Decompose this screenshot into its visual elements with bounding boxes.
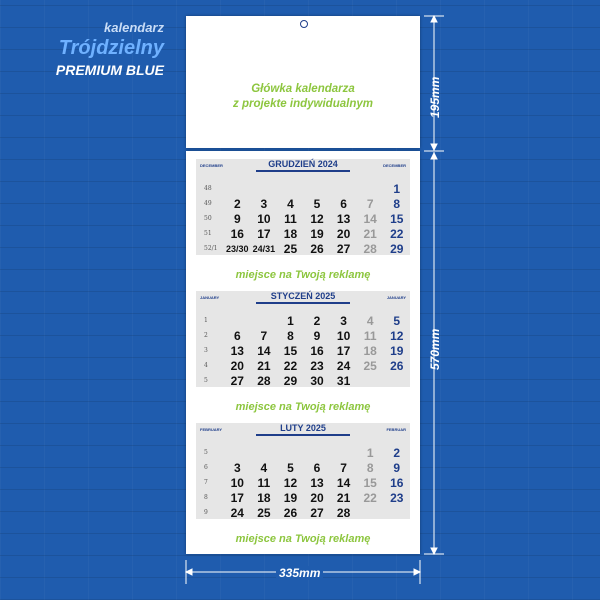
day-cell: 28	[257, 373, 271, 388]
month-name-right: FEBRUAR	[386, 427, 406, 432]
day-cell: 10	[257, 211, 271, 226]
day-cell: 18	[363, 343, 377, 358]
day-cell: 20	[230, 358, 244, 373]
day-cell: 26	[390, 358, 404, 373]
day-cell: 13	[310, 475, 324, 490]
day-cell: 30	[310, 373, 324, 388]
day-cell: 1	[393, 181, 401, 196]
day-cell: 16	[390, 475, 404, 490]
ad-space-text: miejsce na Twoją reklamę	[235, 269, 371, 281]
day-cell: 4	[260, 460, 268, 475]
day-cell: 14	[257, 343, 271, 358]
day-cell: 9	[313, 328, 321, 343]
day-cell: 6	[340, 196, 347, 211]
width-label: 335mm	[276, 566, 323, 580]
day-cell: 3	[260, 196, 268, 211]
day-cell: 16	[230, 226, 244, 241]
day-cell: 13	[230, 343, 244, 358]
day-cell: 28	[336, 505, 351, 520]
day-cell: 14	[363, 211, 377, 226]
header-text-line-1: Główka kalendarza	[251, 83, 355, 95]
day-cell: 5	[393, 313, 401, 328]
day-cell: 9	[393, 460, 401, 475]
day-cell: 18	[257, 490, 271, 505]
day-cell: 21	[257, 358, 271, 373]
day-cell: 24	[336, 358, 351, 373]
month-name-left: FEBRUARY	[200, 427, 223, 432]
month-title: STYCZEŃ 2025	[256, 291, 350, 304]
day-cell: 26	[310, 241, 324, 256]
day-cell: 7	[340, 460, 347, 475]
day-cell: 27	[230, 373, 244, 388]
day-cell: 29	[283, 373, 298, 388]
day-cell: 2	[393, 445, 401, 460]
day-cell: 4	[366, 313, 374, 328]
day-cell: 21	[363, 226, 377, 241]
day-cell: 25	[257, 505, 271, 520]
body-height-label: 570mm	[428, 328, 442, 370]
week-number: 9	[204, 509, 208, 516]
day-cell: 10	[336, 328, 351, 343]
header-height-label: 195mm	[428, 76, 442, 118]
day-cell: 21	[336, 490, 351, 505]
day-cell: 1	[366, 445, 374, 460]
day-cell: 19	[283, 490, 298, 505]
header-text-line-2: z projekte indywidualnym	[233, 98, 373, 110]
day-cell: 11	[363, 328, 377, 343]
day-cell: 23	[310, 358, 324, 373]
month-title: LUTY 2025	[256, 423, 350, 436]
ad-space-text: miejsce na Twoją reklamę	[235, 533, 371, 545]
day-cell: 22	[390, 226, 404, 241]
day-cell: 20	[336, 226, 351, 241]
week-number: 51	[204, 230, 212, 237]
day-cell: 18	[283, 226, 298, 241]
day-cell: 12	[283, 475, 298, 490]
day-cell: 8	[393, 196, 401, 211]
week-number: 8	[204, 494, 208, 501]
day-cell: 3	[233, 460, 241, 475]
day-cell: 15	[283, 343, 298, 358]
day-cell: 11	[257, 475, 271, 490]
day-cell: 17	[257, 226, 271, 241]
week-number: 48	[204, 185, 212, 192]
day-cell: 19	[390, 343, 404, 358]
week-number: 6	[204, 464, 208, 471]
brand-line-2: Trójdzielny	[58, 37, 164, 59]
day-cell: 23	[390, 490, 404, 505]
day-cell: 9	[233, 211, 241, 226]
week-number: 2	[204, 332, 208, 339]
day-cell: 15	[363, 475, 377, 490]
brand-line-3: PREMIUM BLUE	[55, 62, 164, 78]
day-cell: 7	[260, 328, 268, 343]
day-cell: 17	[336, 343, 351, 358]
week-number: 52/1	[204, 245, 218, 252]
month-name-left: DECEMBER	[200, 163, 223, 168]
day-cell: 13	[336, 211, 351, 226]
week-number: 50	[204, 215, 212, 222]
day-cell: 4	[287, 196, 294, 211]
day-cell: 8	[366, 460, 374, 475]
day-cell: 15	[390, 211, 404, 226]
week-number: 1	[204, 317, 208, 324]
month-name-right: DECEMBER	[383, 163, 406, 168]
month-name-left: JANUARY	[200, 295, 220, 300]
week-number: 5	[204, 377, 208, 384]
ad-space-text: miejsce na Twoją reklamę	[235, 401, 371, 413]
brand-line-1: kalendarz	[104, 20, 164, 35]
week-number: 5	[204, 449, 208, 456]
day-cell: 25	[363, 358, 377, 373]
day-cell: 29	[390, 241, 404, 256]
day-cell: 14	[336, 475, 351, 490]
day-cell: 26	[283, 505, 298, 520]
day-cell: 19	[310, 226, 324, 241]
day-cell: 12	[390, 328, 404, 343]
week-number: 7	[204, 479, 208, 486]
day-cell: 12	[310, 211, 324, 226]
day-cell: 31	[336, 373, 351, 388]
day-cell: 23/30	[226, 243, 249, 254]
day-cell: 10	[230, 475, 244, 490]
day-cell: 27	[310, 505, 324, 520]
day-cell: 11	[284, 211, 297, 226]
day-cell: 22	[363, 490, 377, 505]
day-cell: 8	[287, 328, 294, 343]
day-cell: 7	[366, 196, 374, 211]
week-number: 49	[204, 200, 212, 207]
day-cell: 24	[230, 505, 244, 520]
month-title: GRUDZIEŃ 2024	[256, 159, 350, 172]
day-cell: 17	[230, 490, 244, 505]
day-cell: 24/31	[252, 243, 276, 254]
day-cell: 25	[283, 241, 298, 256]
day-cell: 16	[310, 343, 324, 358]
day-cell: 2	[233, 196, 241, 211]
day-cell: 2	[313, 313, 321, 328]
day-cell: 6	[313, 460, 321, 475]
day-cell: 5	[313, 196, 321, 211]
day-cell: 20	[310, 490, 324, 505]
week-number: 4	[204, 362, 208, 369]
week-number: 3	[204, 347, 208, 354]
day-cell: 27	[336, 241, 351, 256]
day-cell: 3	[340, 313, 347, 328]
day-cell: 5	[287, 460, 294, 475]
day-cell: 1	[287, 313, 294, 328]
day-cell: 22	[283, 358, 298, 373]
day-cell: 6	[233, 328, 241, 343]
day-cell: 28	[363, 241, 377, 256]
month-name-right: JANUARY	[386, 295, 406, 300]
